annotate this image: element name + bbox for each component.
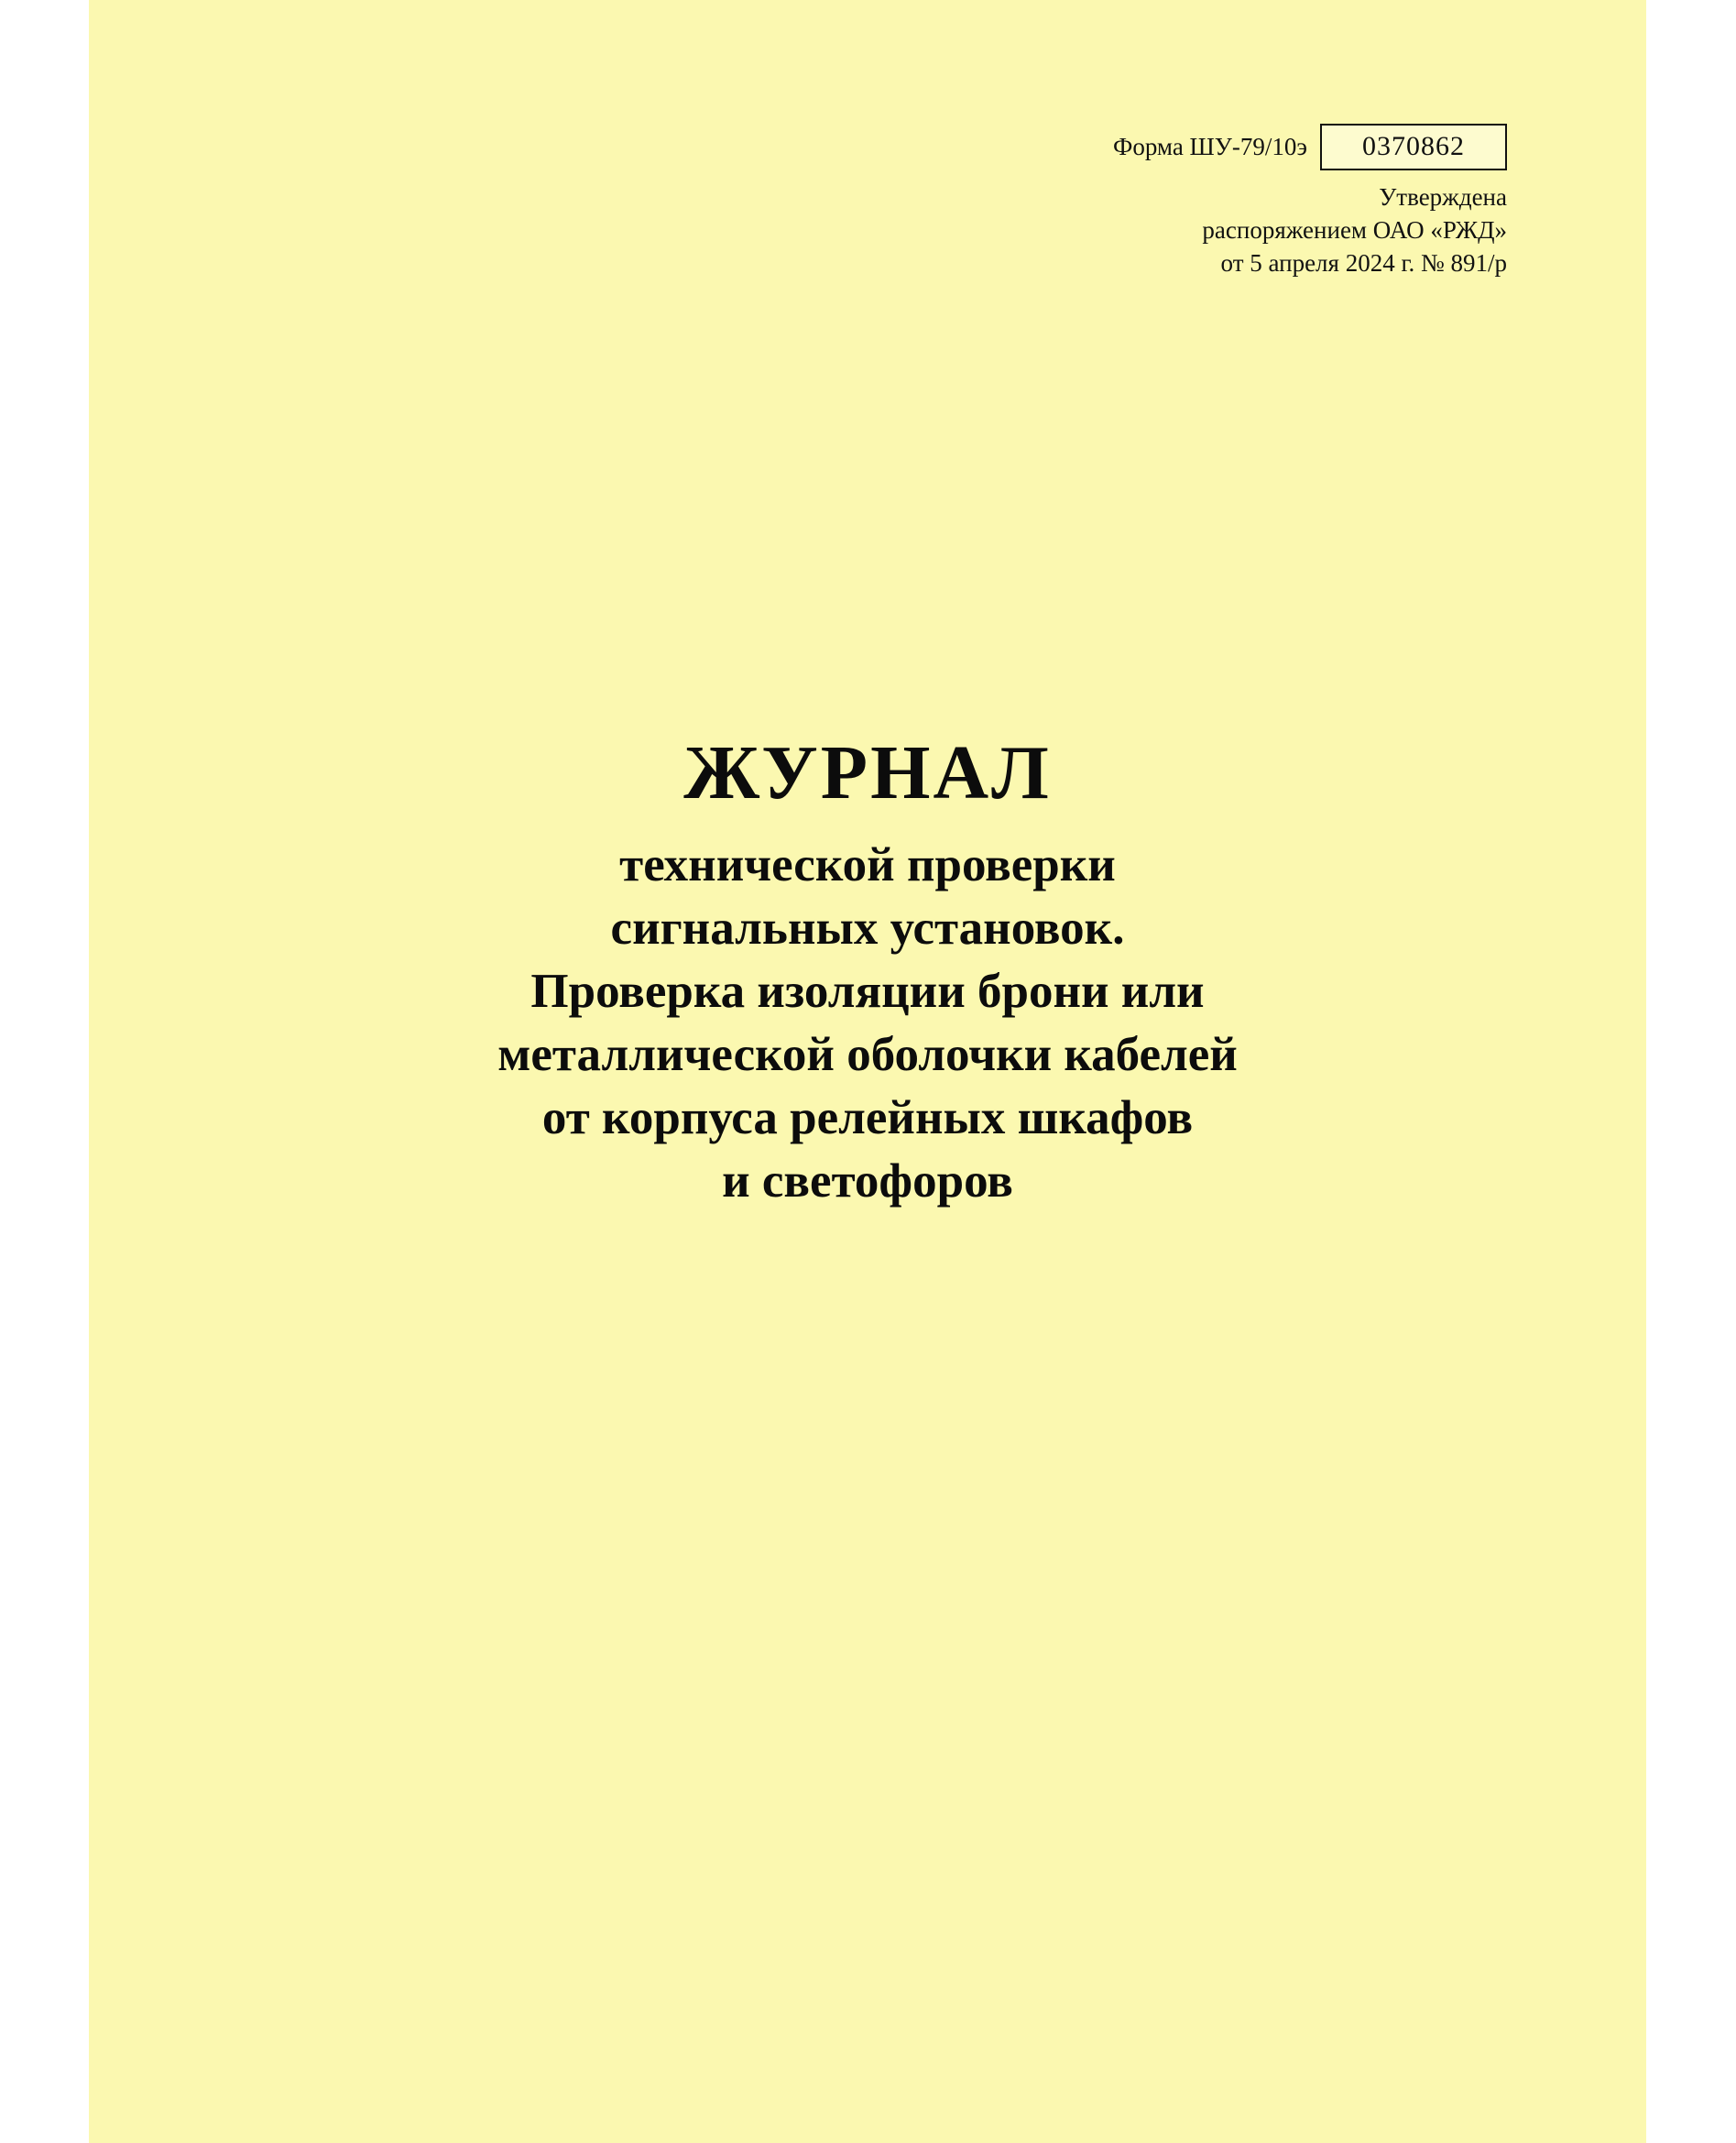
form-number-box: 0370862: [1320, 124, 1507, 170]
approval-note: [866, 181, 1507, 280]
subtitle-line-4: металлической оболочки кабелей: [497, 1027, 1238, 1081]
subtitle-line-3: Проверка изоляции брони или: [530, 964, 1205, 1018]
approval-line-3: от 5 апреля 2024 г. № 891/р: [1220, 248, 1507, 277]
form-identifier-row: [866, 124, 1507, 170]
form-label: Форма ШУ-79/10э: [1113, 133, 1307, 161]
title-block: [89, 730, 1646, 1213]
subtitle-line-6: и светофоров: [722, 1154, 1013, 1208]
subtitle-line-5: от корпуса релейных шкафов: [541, 1090, 1194, 1144]
subtitle-line-1: технической проверки: [619, 838, 1116, 892]
page-title: ЖУРНАЛ: [683, 730, 1052, 815]
document-page: [89, 0, 1646, 2143]
approval-line-2: распоряжением ОАО «РЖД»: [1202, 215, 1507, 244]
approval-line-1: Утверждена: [1379, 183, 1507, 211]
page-subtitle: [89, 834, 1646, 1212]
subtitle-line-2: сигнальных установок.: [610, 902, 1125, 956]
form-header: [866, 124, 1507, 280]
